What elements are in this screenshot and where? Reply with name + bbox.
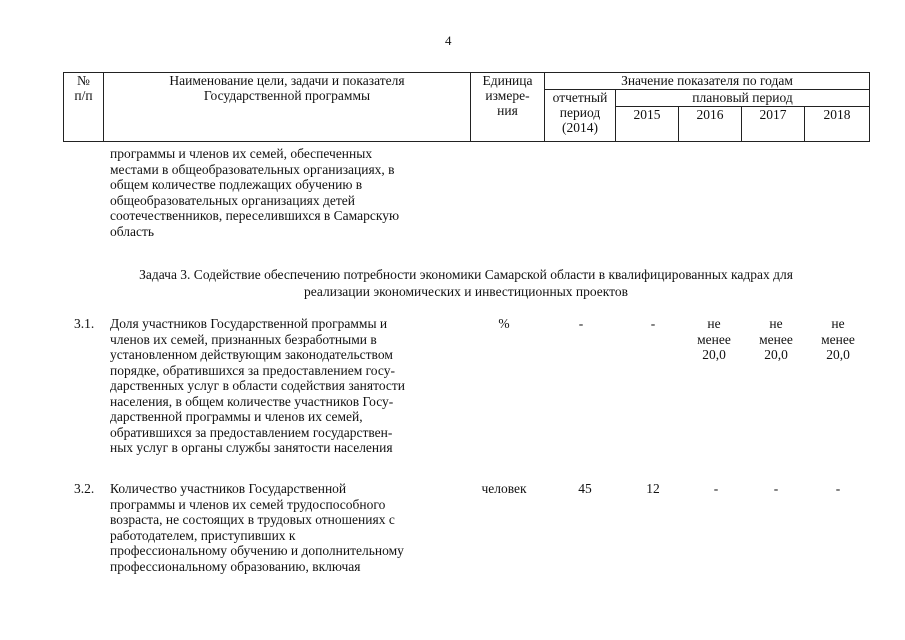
- row-description: Доля участников Государственной программы и членов их семей, признанных безработными в установленном действующим законодательством порядке, обратившихся за предоставлением госу- дарственных услуг в области содействия занятости населения, в общем количестве участников Госу- дарственной программы и членов их семей, обратившихся за предоставлением государствен- ных услуг в органы службы занятости населения: [110, 316, 406, 455]
- header-year: 2015: [616, 107, 679, 142]
- value-2016: не менее 20,0: [697, 316, 731, 362]
- header-reporting: отчетный период (2014): [545, 90, 616, 142]
- value-2016: -: [713, 481, 719, 496]
- value-2018: -: [835, 481, 841, 496]
- table-header: [63, 72, 869, 142]
- row-unit: %: [498, 316, 510, 331]
- header-num: № п/п: [64, 73, 104, 142]
- value-2014: -: [578, 316, 584, 331]
- value-2015: -: [650, 316, 656, 331]
- value-2017: не менее 20,0: [759, 316, 793, 362]
- row-unit: человек: [481, 481, 527, 496]
- value-2017: -: [773, 481, 779, 496]
- value-2014: 45: [578, 481, 592, 496]
- header-unit: Единица измере- ния: [471, 73, 545, 142]
- row-number: 3.1.: [74, 316, 95, 331]
- header-year: 2016: [679, 107, 742, 142]
- header-year: 2018: [805, 107, 870, 142]
- continuation-text: программы и членов их семей, обеспеченных местами в общеобразовательных организациях, в общем количестве подлежащих обучению в общеобразовательных организациях детей соотечественников, переселившихся в Самарскую область: [110, 146, 400, 239]
- header-name: Наименование цели, задачи и показателя Государственной программы: [104, 73, 471, 142]
- row-number: 3.2.: [74, 481, 95, 496]
- task-heading: Задача 3. Содействие обеспечению потребности экономики Самарской области в квалифицированных кадрах для реализации экономических и инвестиционных проектов: [139, 267, 793, 299]
- row-description: Количество участников Государственной программы и членов их семей трудоспособного возраста, не состоящих в трудовых отношениях с работодателем, приступивших к профессиональному обучению и дополнительному профессиональному образованию, включая: [110, 481, 404, 574]
- header-year: 2017: [742, 107, 805, 142]
- header-planned: плановый период: [616, 90, 870, 107]
- page-number: 4: [445, 33, 452, 48]
- value-2018: не менее 20,0: [821, 316, 855, 362]
- header-values-title: Значение показателя по годам: [545, 73, 870, 90]
- value-2015: 12: [646, 481, 660, 496]
